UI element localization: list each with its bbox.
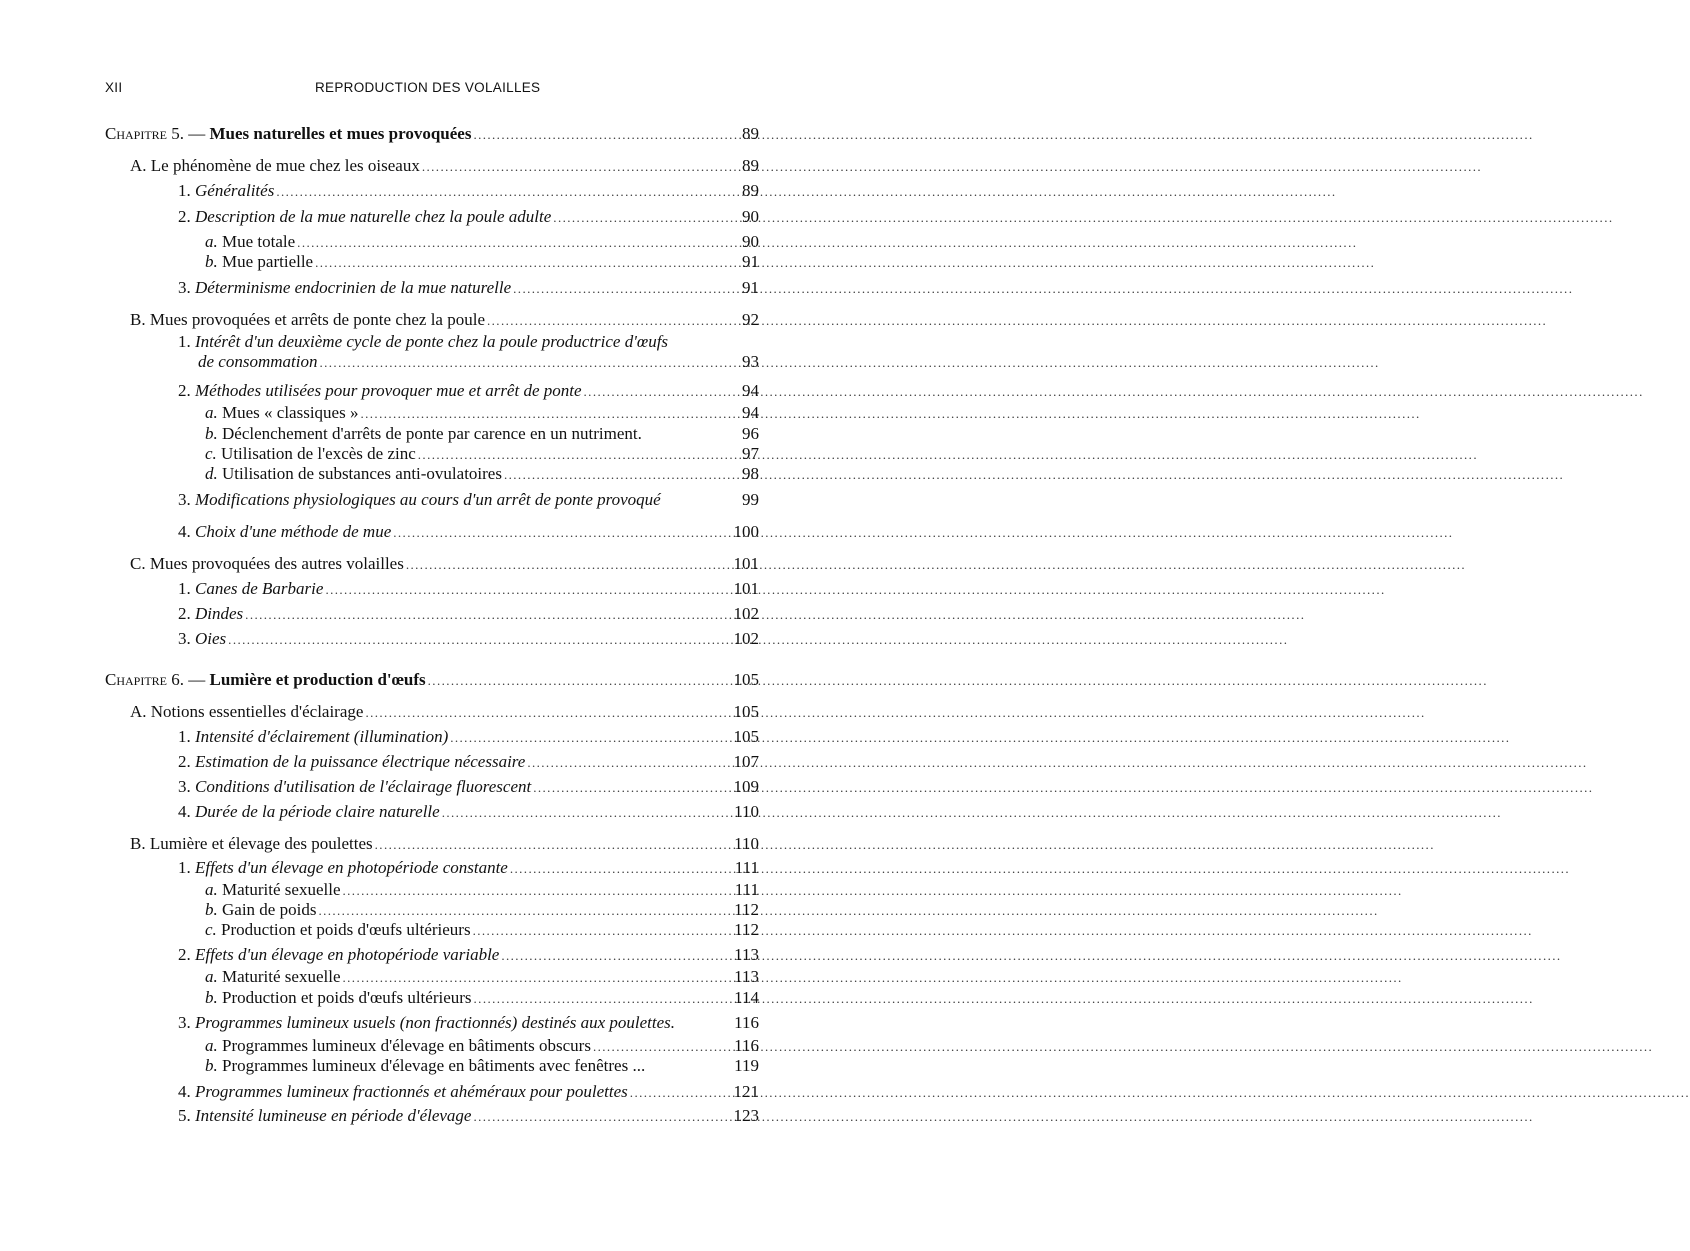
dot-leader <box>276 181 1336 203</box>
toc-item[interactable] <box>205 443 759 465</box>
section-label: Mues provoquées des autres volailles <box>149 554 404 573</box>
toc-section[interactable] <box>130 553 759 575</box>
subsection-number: 2. <box>178 207 191 226</box>
subsection-label: Programmes lumineux usuels (non fractionnés) destinés aux poulettes. <box>195 1013 676 1032</box>
toc-subsection[interactable] <box>178 628 759 650</box>
item-letter: b. <box>205 1056 218 1075</box>
page-number: 110 <box>734 802 759 821</box>
toc-subsection[interactable] <box>178 1081 759 1103</box>
dot-leader <box>422 156 1482 178</box>
section-label: Mues provoquées et arrêts de ponte chez la poule <box>149 310 485 329</box>
item-label: Utilisation de l'excès de zinc <box>221 444 416 463</box>
page-number: 121 <box>733 1082 759 1101</box>
page-number: 90 <box>742 207 759 226</box>
subsection-number: 1. <box>178 858 191 877</box>
page-number: 114 <box>734 988 759 1007</box>
subsection-label: Déterminisme endocrinien de la mue naturelle <box>195 278 512 297</box>
item-letter: b. <box>205 988 218 1007</box>
page-number: 111 <box>734 858 759 877</box>
dot-leader <box>510 858 1570 880</box>
item-letter: b. <box>205 900 218 919</box>
page-number: 105 <box>733 727 759 746</box>
page-number: 101 <box>733 554 759 573</box>
subsection-label: Modifications physiologiques au cours d'un arrêt de ponte provoqué <box>195 490 661 509</box>
page-number: 112 <box>734 920 759 939</box>
page-number: 94 <box>742 403 759 422</box>
toc-subsection-first-line[interactable] <box>178 331 668 353</box>
page-number: 97 <box>742 444 759 463</box>
item-label: Déclenchement d'arrêts de ponte par carence en un nutriment. <box>222 424 642 443</box>
toc-item[interactable] <box>205 251 759 273</box>
subsection-number: 3. <box>178 490 191 509</box>
toc-item[interactable] <box>205 966 759 988</box>
page-number: 92 <box>742 310 759 329</box>
page-number: 112 <box>734 900 759 919</box>
page-number: 102 <box>733 604 759 623</box>
subsection-label: Intérêt d'un deuxième cycle de ponte chez la poule productrice d'œufs <box>195 332 669 351</box>
page-number: 102 <box>733 629 759 648</box>
section-letter: C. <box>130 554 146 573</box>
subsection-label: Canes de Barbarie <box>195 579 324 598</box>
toc-item[interactable] <box>205 879 759 901</box>
toc-subsection[interactable] <box>178 206 759 228</box>
page-number: 96 <box>742 424 759 443</box>
item-label: Utilisation de substances anti-ovulatoires <box>222 464 502 483</box>
page-number: 90 <box>742 232 759 251</box>
toc-subsection-continuation[interactable] <box>198 351 759 373</box>
page-number: 89 <box>742 156 759 175</box>
toc-section[interactable] <box>130 833 759 855</box>
page-number: 116 <box>734 1036 759 1055</box>
subsection-number: 3. <box>178 278 191 297</box>
page-number: 100 <box>733 522 759 541</box>
toc-subsection[interactable] <box>178 1105 759 1127</box>
page-number: 123 <box>733 1106 759 1125</box>
item-label: Programmes lumineux d'élevage en bâtiments avec fenêtres ... <box>222 1056 646 1075</box>
page-number: 101 <box>733 579 759 598</box>
page-folio: XII <box>105 80 123 95</box>
page-number: 113 <box>734 945 759 964</box>
item-label: Programmes lumineux d'élevage en bâtiments obscurs <box>222 1036 591 1055</box>
chapter-6-heading[interactable] <box>105 669 759 691</box>
toc-subsection[interactable] <box>178 521 759 543</box>
page-number: 113 <box>734 967 759 986</box>
item-label: Production et poids d'œufs ultérieurs <box>222 988 472 1007</box>
subsection-label: Estimation de la puissance électrique nécessaire <box>195 752 526 771</box>
page-number: 105 <box>733 670 759 689</box>
toc-item[interactable] <box>205 987 759 1009</box>
toc-subsection[interactable] <box>178 603 759 625</box>
dot-leader <box>527 752 1587 774</box>
dot-leader <box>474 988 1534 1010</box>
subsection-number: 1. <box>178 332 191 351</box>
dot-leader <box>487 310 1547 332</box>
subsection-number: 1. <box>178 181 191 200</box>
toc-subsection[interactable] <box>178 277 759 299</box>
chapter-6-title: Lumière et production d'œufs <box>209 670 426 689</box>
dot-leader <box>406 554 1466 576</box>
toc-subsection[interactable] <box>178 380 759 402</box>
page-number: 107 <box>733 752 759 771</box>
toc-item[interactable] <box>205 1035 759 1057</box>
page-number: 89 <box>742 181 759 200</box>
page-number: 93 <box>742 352 759 371</box>
subsection-label: Choix d'une méthode de mue <box>195 522 392 541</box>
dot-leader <box>501 945 1561 967</box>
dot-leader <box>393 522 1453 544</box>
item-letter: a. <box>205 403 218 422</box>
chapter-5-title: Mues naturelles et mues provoquées <box>209 124 472 143</box>
item-letter: a. <box>205 880 218 899</box>
page-number: 91 <box>742 278 759 297</box>
dot-leader <box>428 670 1488 692</box>
item-letter: a. <box>205 232 218 251</box>
item-label: Mue totale <box>222 232 296 251</box>
subsection-number: 3. <box>178 1013 191 1032</box>
subsection-number: 1. <box>178 727 191 746</box>
dot-leader <box>630 1082 1690 1104</box>
subsection-label: Méthodes utilisées pour provoquer mue et arrêt de ponte <box>195 381 582 400</box>
subsection-label-continued: de consommation <box>198 352 318 371</box>
item-letter: b. <box>205 252 218 271</box>
subsection-label: Intensité lumineuse en période d'élevage <box>195 1106 472 1125</box>
page-number: 116 <box>734 1013 759 1032</box>
chapter-5-heading[interactable] <box>105 123 759 145</box>
toc-section[interactable] <box>130 155 759 177</box>
toc-item[interactable] <box>205 402 759 424</box>
subsection-number: 4. <box>178 802 191 821</box>
dot-leader <box>319 352 1379 374</box>
dot-leader <box>473 124 1533 146</box>
dot-leader <box>360 403 1420 425</box>
dot-leader <box>442 802 1502 824</box>
dot-leader <box>504 464 1564 486</box>
dot-leader <box>315 252 1375 274</box>
subsection-number: 3. <box>178 629 191 648</box>
dot-leader <box>245 604 1305 626</box>
section-label: Le phénomène de mue chez les oiseaux <box>150 156 420 175</box>
subsection-number: 2. <box>178 945 191 964</box>
subsection-label: Description de la mue naturelle chez la poule adulte <box>195 207 552 226</box>
item-letter: a. <box>205 1036 218 1055</box>
item-label: Mues « classiques » <box>222 403 359 422</box>
page-number: 110 <box>734 834 759 853</box>
toc-subsection[interactable] <box>178 578 759 600</box>
dot-leader <box>473 1106 1533 1128</box>
subsection-label: Intensité d'éclairement (illumination) <box>195 727 449 746</box>
subsection-number: 2. <box>178 604 191 623</box>
dot-leader <box>473 920 1533 942</box>
toc-section[interactable] <box>130 309 759 331</box>
dot-leader <box>343 967 1403 989</box>
running-title: REPRODUCTION DES VOLAILLES <box>315 80 541 95</box>
section-letter: B. <box>130 834 146 853</box>
toc-item[interactable] <box>205 231 759 253</box>
page-number: 109 <box>733 777 759 796</box>
toc-subsection[interactable] <box>178 489 759 511</box>
dot-leader <box>325 579 1385 601</box>
section-label: Notions essentielles d'éclairage <box>150 702 364 721</box>
subsection-label: Oies <box>195 629 227 648</box>
subsection-number: 4. <box>178 522 191 541</box>
page-number: 94 <box>742 381 759 400</box>
item-label: Production et poids d'œufs ultérieurs <box>221 920 471 939</box>
page-number: 105 <box>733 702 759 721</box>
subsection-number: 3. <box>178 777 191 796</box>
item-label: Mue partielle <box>222 252 314 271</box>
toc-item[interactable] <box>205 423 759 445</box>
toc-page <box>0 0 800 1251</box>
toc-item[interactable] <box>205 1055 759 1077</box>
dot-leader <box>375 834 1435 856</box>
subsection-number: 5. <box>178 1106 191 1125</box>
toc-subsection[interactable] <box>178 944 759 966</box>
subsection-label: Conditions d'utilisation de l'éclairage fluorescent <box>195 777 532 796</box>
subsection-number: 4. <box>178 1082 191 1101</box>
toc-item[interactable] <box>205 919 759 941</box>
item-letter: a. <box>205 967 218 986</box>
page-number: 111 <box>734 880 759 899</box>
item-label: Maturité sexuelle <box>222 967 341 986</box>
toc-subsection[interactable] <box>178 751 759 773</box>
toc-subsection[interactable] <box>178 776 759 798</box>
section-label: Lumière et élevage des poulettes <box>149 834 373 853</box>
page-number: 99 <box>742 490 759 509</box>
page-number: 89 <box>742 124 759 143</box>
chapter-6-prefix: Chapitre 6. — <box>105 670 206 689</box>
running-head <box>105 80 740 100</box>
subsection-number: 2. <box>178 381 191 400</box>
item-letter: c. <box>205 920 217 939</box>
chapter-5-prefix: Chapitre 5. — <box>105 124 206 143</box>
subsection-label: Généralités <box>195 181 275 200</box>
page-number: 119 <box>734 1056 759 1075</box>
dot-leader <box>365 702 1425 724</box>
toc-item[interactable] <box>205 899 759 921</box>
subsection-label: Effets d'un élevage en photopériode variable <box>195 945 500 964</box>
dot-leader <box>533 777 1593 799</box>
toc-subsection[interactable] <box>178 801 759 823</box>
item-letter: c. <box>205 444 217 463</box>
subsection-label: Dindes <box>195 604 244 623</box>
dot-leader <box>450 727 1510 749</box>
section-letter: A. <box>130 702 147 721</box>
subsection-label: Effets d'un élevage en photopériode constante <box>195 858 508 877</box>
item-letter: d. <box>205 464 218 483</box>
subsection-label: Durée de la période claire naturelle <box>195 802 440 821</box>
subsection-label: Programmes lumineux fractionnés et ahéméraux pour poulettes <box>195 1082 628 1101</box>
item-label: Gain de poids <box>222 900 317 919</box>
toc-item[interactable] <box>205 463 759 485</box>
section-letter: B. <box>130 310 146 329</box>
toc-subsection[interactable] <box>178 1012 759 1034</box>
toc-subsection[interactable] <box>178 726 759 748</box>
page-number: 91 <box>742 252 759 271</box>
subsection-number: 2. <box>178 752 191 771</box>
page-number: 98 <box>742 464 759 483</box>
item-label: Maturité sexuelle <box>222 880 341 899</box>
toc-subsection[interactable] <box>178 857 759 879</box>
subsection-number: 1. <box>178 579 191 598</box>
toc-subsection[interactable] <box>178 180 759 202</box>
toc-section[interactable] <box>130 701 759 723</box>
section-letter: A. <box>130 156 147 175</box>
item-letter: b. <box>205 424 218 443</box>
dot-leader <box>553 207 1613 229</box>
dot-leader <box>513 278 1573 300</box>
